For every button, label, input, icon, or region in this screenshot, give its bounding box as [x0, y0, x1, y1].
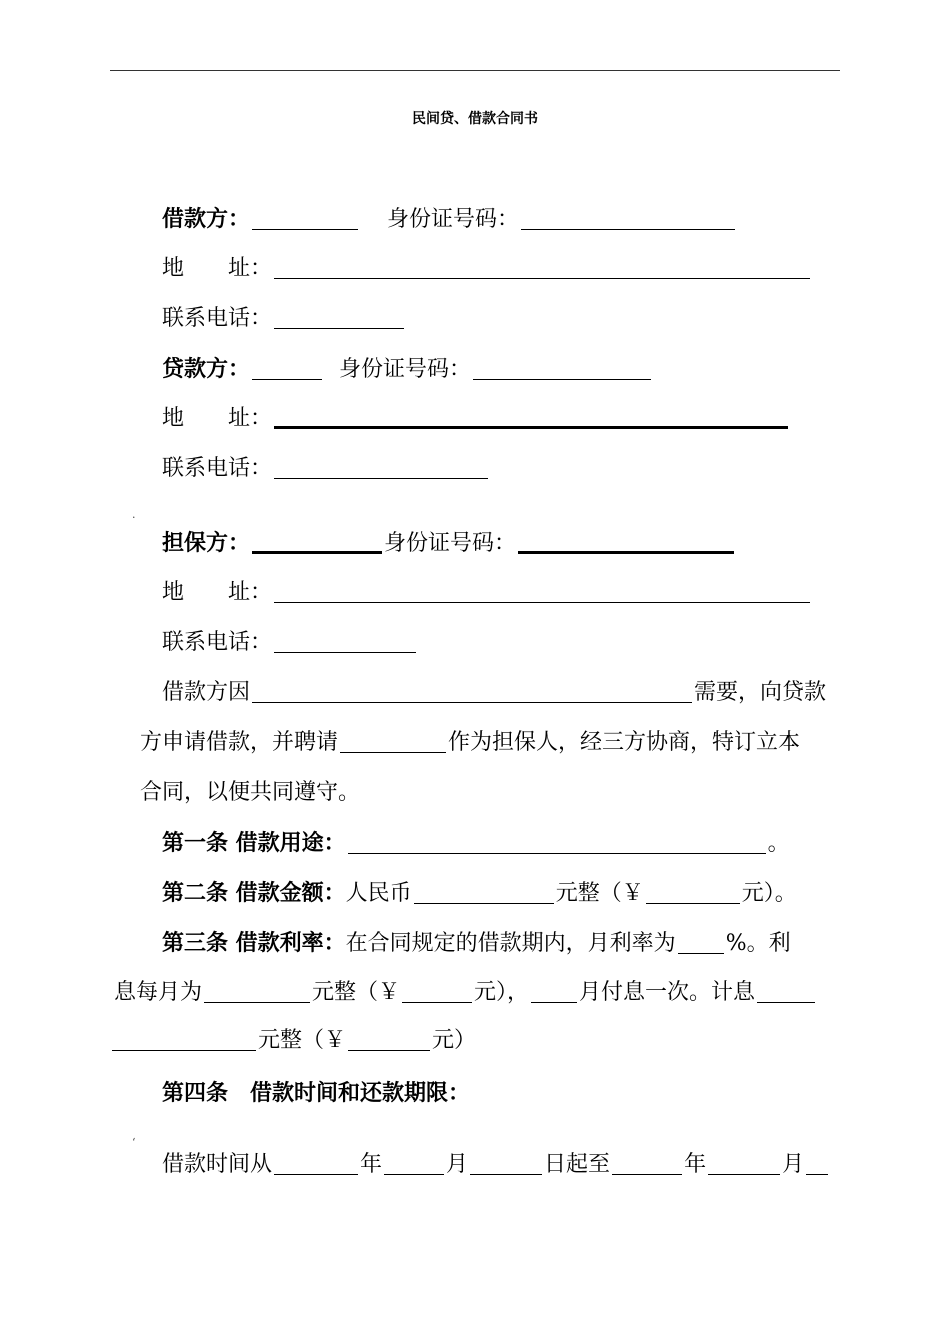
end-day-field[interactable] — [806, 1152, 828, 1175]
monthly-interest-figure-field[interactable] — [402, 980, 472, 1003]
borrower-name-field[interactable] — [252, 207, 358, 230]
borrower-phone-label: 联系电话： — [162, 306, 273, 331]
guarantor-idcard-label: 身份证号码： — [384, 531, 517, 556]
intro-text-1a: 借款方因 — [162, 680, 251, 705]
borrower-idcard-field[interactable] — [521, 207, 735, 230]
guarantor-address-field[interactable] — [274, 580, 810, 603]
interest-period-field[interactable] — [531, 980, 577, 1003]
lender-idcard-field[interactable] — [473, 357, 651, 380]
article-4-label: 第四条 借款时间和还款期限： — [162, 1080, 471, 1106]
lender-phone-row — [162, 454, 490, 484]
article-4 — [162, 1078, 470, 1109]
article-3-label: 第三条 借款利率： — [162, 930, 346, 956]
article-3-line-3 — [110, 1026, 476, 1056]
loan-amount-words-field[interactable] — [414, 881, 554, 904]
purpose-reason-field[interactable] — [252, 680, 692, 703]
article-3-text-g: 元整（￥ — [258, 1028, 347, 1053]
start-year-field[interactable] — [274, 1152, 358, 1175]
lender-row — [162, 354, 653, 385]
guarantor-label: 担保方： — [162, 530, 251, 556]
guarantor-phone-field[interactable] — [274, 630, 416, 653]
stray-mark-2: ‘ — [132, 1136, 136, 1149]
borrower-address-row — [162, 254, 812, 284]
total-interest-field-b[interactable] — [112, 1028, 256, 1051]
lender-address-label: 地 址： — [162, 406, 273, 431]
lender-idcard-label: 身份证号码： — [339, 357, 472, 382]
article-3-text-c: 息每月为 — [114, 980, 203, 1005]
article-2-label: 第二条 借款金额： — [162, 880, 346, 906]
article-3-line-2 — [114, 978, 817, 1008]
guarantor-address-label: 地 址： — [162, 580, 273, 605]
article-1 — [162, 828, 790, 859]
guarantor-row — [162, 528, 736, 559]
lender-label: 贷款方： — [162, 356, 251, 382]
total-interest-field-a[interactable] — [757, 980, 815, 1003]
loan-period-text: 借款时间从 — [162, 1152, 273, 1177]
total-interest-figure-field[interactable] — [348, 1028, 430, 1051]
loan-amount-figure-field[interactable] — [646, 881, 740, 904]
article-2-text-a: 人民币 — [345, 881, 412, 906]
start-year-label: 年 — [360, 1152, 383, 1177]
end-year-label: 年 — [684, 1152, 707, 1177]
lender-phone-label: 联系电话： — [162, 456, 273, 481]
lender-address-row — [162, 404, 790, 434]
article-3-text-e: 元）， — [474, 980, 530, 1005]
guarantor-name-field[interactable] — [252, 529, 382, 554]
monthly-interest-words-field[interactable] — [204, 980, 310, 1003]
stray-mark: . — [132, 508, 136, 521]
intro-line-1 — [162, 678, 826, 708]
article-1-label: 第一条 借款用途： — [162, 830, 346, 856]
lender-phone-field[interactable] — [274, 456, 488, 479]
borrower-label: 借款方： — [162, 206, 251, 232]
article-2-text-c: 元）。 — [741, 881, 797, 906]
borrower-address-field[interactable] — [274, 256, 810, 279]
end-year-field[interactable] — [612, 1152, 682, 1175]
article-3-text-b: %。利 — [725, 931, 791, 956]
end-month-label: 月 — [782, 1152, 805, 1177]
loan-purpose-field[interactable] — [348, 831, 766, 854]
article-4-dates — [162, 1150, 830, 1180]
header-rule — [110, 70, 840, 71]
article-2 — [162, 878, 797, 909]
document-title: 民间贷、借款合同书 — [412, 111, 538, 127]
borrower-phone-row — [162, 304, 406, 334]
borrower-row — [162, 204, 737, 235]
intro-text-2b: 作为担保人，经三方协商，特订立本 — [448, 730, 801, 755]
borrower-idcard-label: 身份证号码： — [387, 207, 520, 232]
guarantor-idcard-field[interactable] — [518, 529, 734, 554]
monthly-rate-field[interactable] — [678, 931, 724, 954]
intro-line-2 — [140, 728, 800, 758]
start-day-field[interactable] — [470, 1152, 542, 1175]
start-month-field[interactable] — [384, 1152, 444, 1175]
guarantor-phone-label: 联系电话： — [162, 630, 273, 655]
guarantor-address-row — [162, 578, 812, 608]
intro-text-1b: 需要，向贷款 — [694, 680, 827, 705]
guarantor-phone-row — [162, 628, 418, 658]
article-3-text-h: 元） — [432, 1028, 477, 1053]
article-1-end: 。 — [767, 831, 790, 856]
borrower-phone-field[interactable] — [274, 306, 404, 329]
article-3-text-d: 元整（￥ — [312, 980, 401, 1005]
borrower-address-label: 地 址： — [162, 256, 273, 281]
intro-text-3: 合同，以便共同遵守。 — [140, 780, 361, 805]
intro-line-3 — [140, 778, 360, 808]
guarantor-invite-field[interactable] — [340, 730, 446, 753]
lender-address-field[interactable] — [274, 404, 788, 429]
intro-text-2a: 方申请借款，并聘请 — [140, 730, 339, 755]
start-day-label: 日起至 — [544, 1152, 611, 1177]
lender-name-field[interactable] — [252, 357, 322, 380]
start-month-label: 月 — [446, 1152, 469, 1177]
article-3-text-f: 月付息一次。计息 — [579, 980, 756, 1005]
article-3-line-1 — [162, 928, 791, 959]
article-2-text-b: 元整（￥ — [555, 881, 644, 906]
article-3-text-a: 在合同规定的借款期内，月利率为 — [345, 931, 676, 956]
end-month-field[interactable] — [708, 1152, 780, 1175]
